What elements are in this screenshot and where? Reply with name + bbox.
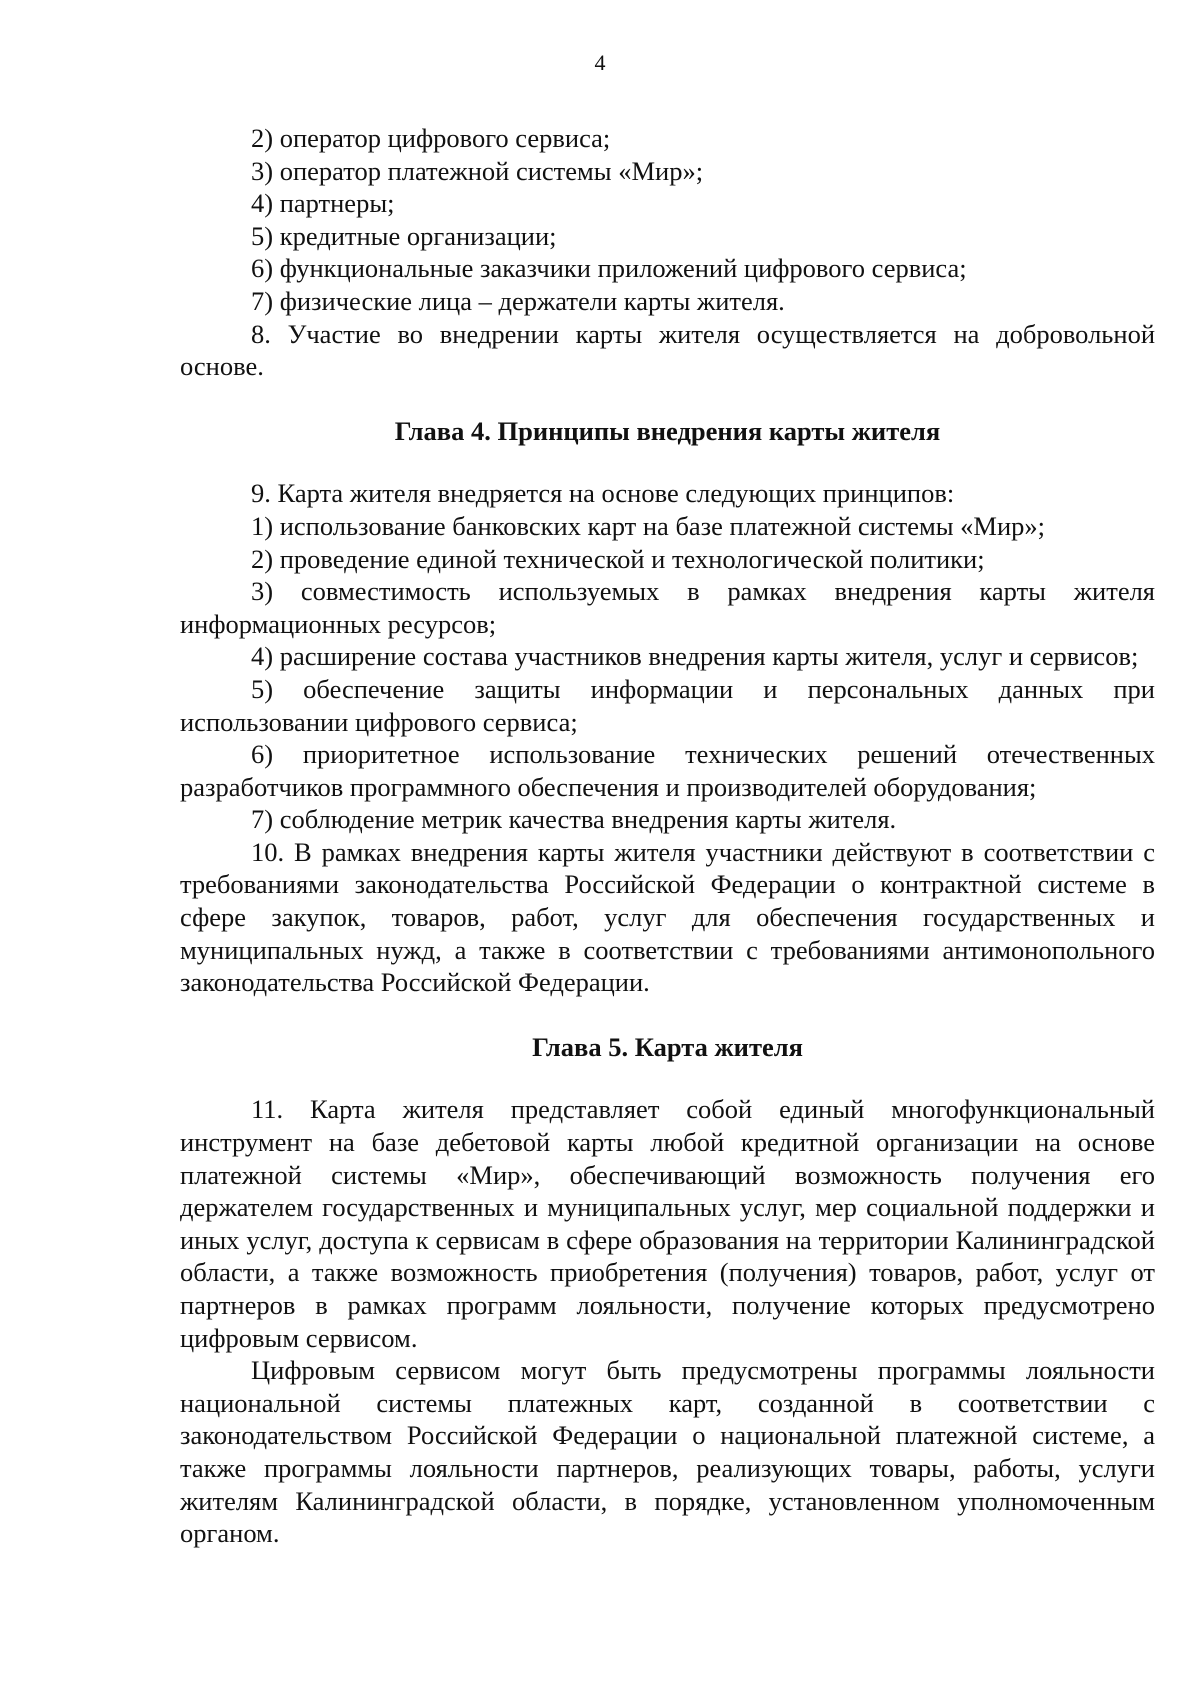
principle-item: 5) обеспечение защиты информации и персональных данных при использовании цифрового сервиса; (180, 673, 1155, 737)
loyalty-paragraph: Цифровым сервисом могут быть предусмотрены программы лояльности национальной системы платежных карт, созданной в соответствии с законодательством Российской Федерации о национальной платежной системе, а также программы лояльности партнеров, реализующих товары, работы, услуги жителям Калининградской области, в порядке, установленном уполномоченным органом. (180, 1355, 1155, 1549)
principle-item: 7) соблюдение метрик качества внедрения карты жителя. (251, 804, 897, 835)
page-number: 4 (594, 50, 606, 75)
list-item: 2) оператор цифрового сервиса; (251, 123, 611, 153)
list-item: 7) физические лица – держатели карты жителя. (251, 285, 785, 316)
principle-item: 3) совместимость используемых в рамках внедрения карты жителя информационных ресурсов; (180, 576, 1155, 639)
clause-11: 11. Карта жителя представляет собой единый многофункциональный инструмент на базе дебетовой карты любой кредитной организации на основе платежной системы «Мир», обеспечивающий возможность получения его держателем государственных и муниципальных услуг, мер социальной поддержки и иных услуг, доступа к сервисам в сфере образования на территории Калининградской области, а также возможность приобретения (получения) товаров, работ, услуг от партнеров в рамках программ лояльности, получение которых предусмотрено цифровым сервисом. (180, 1094, 1155, 1353)
clause-9-intro: 9. Карта жителя внедряется на основе следующих принципов: (251, 478, 955, 509)
clause-10: 10. В рамках внедрения карты жителя участники действуют в соответствии с требованиями законодательства Российской Федерации о контрактной системе в сфере закупок, товаров, работ, услуг для обеспечения государственных и муниципальных нужд, а также в соответствии с требованиями антимонопольного законодательства Российской Федерации. (180, 836, 1155, 998)
list-item: 6) функциональные заказчики приложений цифрового сервиса; (251, 253, 967, 284)
clause-8: 8. Участие во внедрении карты жителя осуществляется на добровольной основе. (180, 318, 1155, 382)
list-item: 3) оператор платежной системы «Мир»; (251, 155, 704, 186)
principle-item: 2) проведение единой технической и технологической политики; (251, 543, 985, 574)
document-body (180, 122, 1155, 1550)
principle-item: 1) использование банковских карт на базе платежной системы «Мир»; (251, 510, 1046, 541)
chapter-4-title: Глава 4. Принципы внедрения карты жителя (394, 415, 941, 446)
chapter-5-title: Глава 5. Карта жителя (532, 1031, 803, 1062)
principle-item: 6) приоритетное использование технических решений отечественных разработчиков программного обеспечения и производителей оборудования; (180, 739, 1155, 802)
list-item: 4) партнеры; (251, 188, 395, 219)
list-item: 5) кредитные организации; (251, 220, 557, 251)
principle-item: 4) расширение состава участников внедрения карты жителя, услуг и сервисов; (251, 641, 1139, 672)
